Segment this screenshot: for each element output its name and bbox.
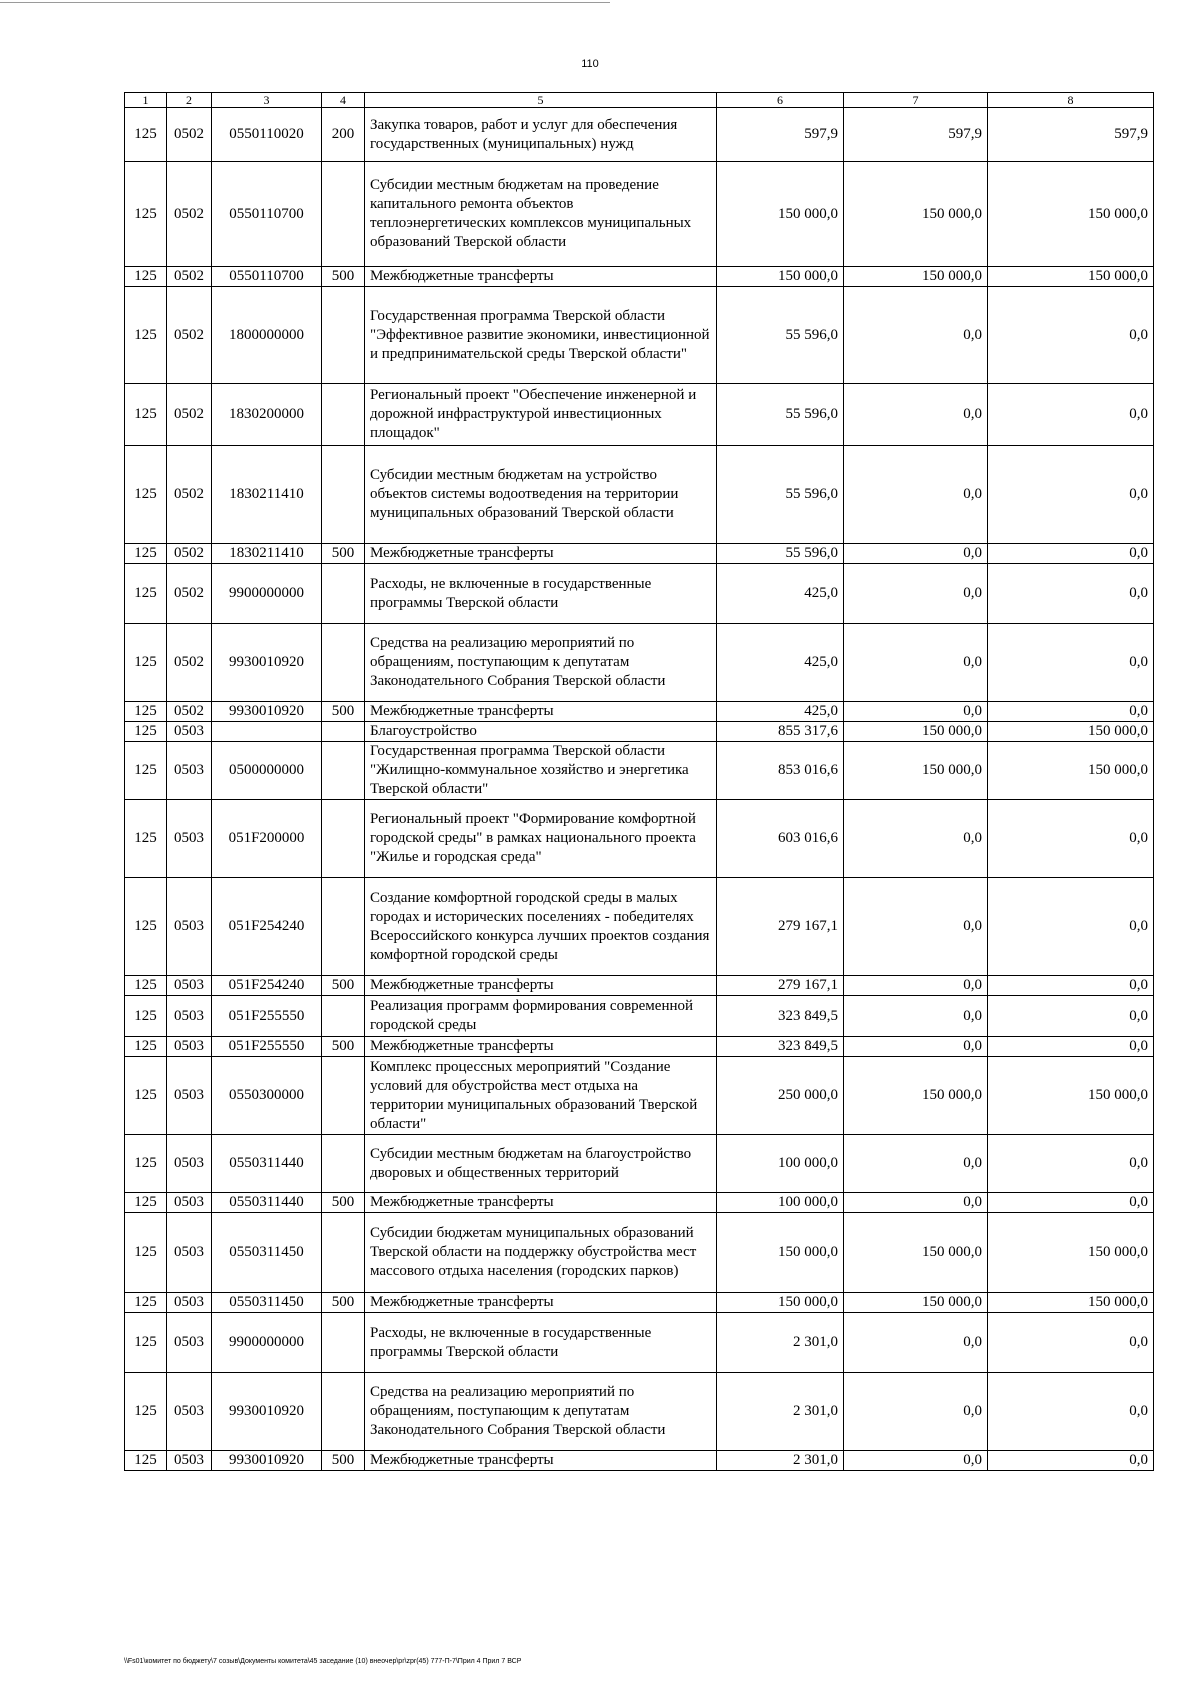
target-code-cell: 1830211410 [212, 446, 322, 544]
table-header-row [125, 93, 1154, 108]
section-code-cell: 0503 [167, 1057, 212, 1135]
amount-col7-cell: 0,0 [844, 1037, 988, 1057]
amount-col6-cell: 2 301,0 [717, 1451, 844, 1471]
grbs-code-cell: 125 [125, 162, 167, 267]
grbs-code-cell: 125 [125, 108, 167, 162]
amount-col6-cell: 323 849,5 [717, 996, 844, 1037]
expense-type-cell [322, 878, 365, 976]
description-cell: Региональный проект "Обеспечение инженерной и дорожной инфраструктурой инвестиционных площадок" [365, 384, 717, 446]
amount-col7-cell: 0,0 [844, 1373, 988, 1451]
header-cell: 1 [125, 93, 167, 108]
expense-type-cell [322, 162, 365, 267]
amount-col6-cell: 279 167,1 [717, 878, 844, 976]
grbs-code-cell: 125 [125, 1373, 167, 1451]
expense-type-cell: 500 [322, 1037, 365, 1057]
grbs-code-cell: 125 [125, 1451, 167, 1471]
amount-col6-cell: 425,0 [717, 702, 844, 722]
amount-col8-cell: 0,0 [988, 624, 1154, 702]
grbs-code-cell: 125 [125, 722, 167, 742]
grbs-code-cell: 125 [125, 1135, 167, 1193]
amount-col7-cell: 0,0 [844, 1451, 988, 1471]
amount-col8-cell: 150 000,0 [988, 1293, 1154, 1313]
amount-col6-cell: 853 016,6 [717, 742, 844, 800]
amount-col8-cell: 150 000,0 [988, 742, 1154, 800]
description-cell: Межбюджетные трансферты [365, 1193, 717, 1213]
grbs-code-cell: 125 [125, 287, 167, 384]
table-row [125, 996, 1154, 1037]
amount-col6-cell: 425,0 [717, 624, 844, 702]
section-code-cell: 0503 [167, 722, 212, 742]
amount-col7-cell: 150 000,0 [844, 162, 988, 267]
amount-col8-cell: 0,0 [988, 996, 1154, 1037]
amount-col7-cell: 0,0 [844, 624, 988, 702]
section-code-cell: 0503 [167, 976, 212, 996]
expense-type-cell: 500 [322, 702, 365, 722]
amount-col6-cell: 150 000,0 [717, 1213, 844, 1293]
amount-col7-cell: 150 000,0 [844, 1293, 988, 1313]
grbs-code-cell: 125 [125, 446, 167, 544]
target-code-cell: 0550110020 [212, 108, 322, 162]
description-cell: Государственная программа Тверской области "Эффективное развитие экономики, инвестиционной и предпринимательской среды Тверской области" [365, 287, 717, 384]
expense-type-cell [322, 446, 365, 544]
description-cell: Реализация программ формирования современной городской среды [365, 996, 717, 1037]
expense-type-cell [322, 564, 365, 624]
amount-col6-cell: 603 016,6 [717, 800, 844, 878]
amount-col7-cell: 597,9 [844, 108, 988, 162]
target-code-cell: 0550110700 [212, 267, 322, 287]
amount-col6-cell: 425,0 [717, 564, 844, 624]
section-code-cell: 0503 [167, 1293, 212, 1313]
expense-type-cell [322, 1373, 365, 1451]
section-code-cell: 0502 [167, 267, 212, 287]
description-cell: Субсидии местным бюджетам на благоустройство дворовых и общественных территорий [365, 1135, 717, 1193]
amount-col6-cell: 2 301,0 [717, 1373, 844, 1451]
description-cell: Комплекс процессных мероприятий "Создание условий для обустройства мест отдыха на территории муниципальных образований Тверской области" [365, 1057, 717, 1135]
amount-col8-cell: 0,0 [988, 544, 1154, 564]
grbs-code-cell: 125 [125, 384, 167, 446]
header-cell: 3 [212, 93, 322, 108]
amount-col6-cell: 55 596,0 [717, 384, 844, 446]
expense-type-cell [322, 624, 365, 702]
amount-col6-cell: 150 000,0 [717, 1293, 844, 1313]
amount-col6-cell: 855 317,6 [717, 722, 844, 742]
amount-col8-cell: 150 000,0 [988, 162, 1154, 267]
section-code-cell: 0503 [167, 1213, 212, 1293]
expense-type-cell: 500 [322, 1193, 365, 1213]
grbs-code-cell: 125 [125, 800, 167, 878]
description-cell: Субсидии бюджетам муниципальных образований Тверской области на поддержку обустройства мест массового отдыха населения (городских парков) [365, 1213, 717, 1293]
table-row [125, 878, 1154, 976]
grbs-code-cell: 125 [125, 564, 167, 624]
description-cell: Расходы, не включенные в государственные программы Тверской области [365, 564, 717, 624]
amount-col8-cell: 150 000,0 [988, 1057, 1154, 1135]
target-code-cell: 051F254240 [212, 976, 322, 996]
amount-col7-cell: 0,0 [844, 996, 988, 1037]
table-row [125, 976, 1154, 996]
grbs-code-cell: 125 [125, 1037, 167, 1057]
description-cell: Межбюджетные трансферты [365, 976, 717, 996]
grbs-code-cell: 125 [125, 1293, 167, 1313]
amount-col7-cell: 0,0 [844, 384, 988, 446]
grbs-code-cell: 125 [125, 702, 167, 722]
target-code-cell: 1800000000 [212, 287, 322, 384]
table-row [125, 1451, 1154, 1471]
table-row [125, 1293, 1154, 1313]
description-cell: Создание комфортной городской среды в малых городах и исторических поселениях - победителях Всероссийского конкурса лучших проектов создания комфортной городской среды [365, 878, 717, 976]
target-code-cell: 0550110700 [212, 162, 322, 267]
expense-type-cell: 500 [322, 267, 365, 287]
target-code-cell: 051F255550 [212, 1037, 322, 1057]
amount-col7-cell: 0,0 [844, 544, 988, 564]
target-code-cell: 0550300000 [212, 1057, 322, 1135]
amount-col8-cell: 0,0 [988, 1451, 1154, 1471]
table-row [125, 1135, 1154, 1193]
table-row [125, 267, 1154, 287]
amount-col6-cell: 100 000,0 [717, 1193, 844, 1213]
table-body [125, 93, 1154, 1471]
description-cell: Межбюджетные трансферты [365, 1293, 717, 1313]
target-code-cell: 1830211410 [212, 544, 322, 564]
table-row [125, 162, 1154, 267]
amount-col8-cell: 0,0 [988, 976, 1154, 996]
amount-col8-cell: 0,0 [988, 446, 1154, 544]
amount-col7-cell: 150 000,0 [844, 722, 988, 742]
amount-col8-cell: 597,9 [988, 108, 1154, 162]
table-row [125, 1193, 1154, 1213]
expense-type-cell [322, 742, 365, 800]
expense-type-cell [322, 1313, 365, 1373]
target-code-cell: 0550311450 [212, 1293, 322, 1313]
grbs-code-cell: 125 [125, 1057, 167, 1135]
amount-col8-cell: 0,0 [988, 1135, 1154, 1193]
table-row [125, 800, 1154, 878]
section-code-cell: 0503 [167, 1135, 212, 1193]
header-cell: 5 [365, 93, 717, 108]
table-row [125, 702, 1154, 722]
section-code-cell: 0503 [167, 800, 212, 878]
description-cell: Межбюджетные трансферты [365, 1037, 717, 1057]
section-code-cell: 0502 [167, 108, 212, 162]
expense-type-cell: 500 [322, 1293, 365, 1313]
table-row [125, 446, 1154, 544]
table-row [125, 1057, 1154, 1135]
amount-col6-cell: 250 000,0 [717, 1057, 844, 1135]
section-code-cell: 0503 [167, 1193, 212, 1213]
expense-type-cell: 500 [322, 1451, 365, 1471]
header-cell: 7 [844, 93, 988, 108]
amount-col6-cell: 323 849,5 [717, 1037, 844, 1057]
amount-col8-cell: 0,0 [988, 1313, 1154, 1373]
expense-type-cell: 200 [322, 108, 365, 162]
header-cell: 6 [717, 93, 844, 108]
grbs-code-cell: 125 [125, 976, 167, 996]
table-row [125, 1213, 1154, 1293]
amount-col7-cell: 0,0 [844, 564, 988, 624]
header-cell: 4 [322, 93, 365, 108]
target-code-cell: 9900000000 [212, 1313, 322, 1373]
table-row [125, 722, 1154, 742]
amount-col8-cell: 0,0 [988, 702, 1154, 722]
expense-type-cell [322, 384, 365, 446]
section-code-cell: 0503 [167, 1313, 212, 1373]
amount-col7-cell: 0,0 [844, 702, 988, 722]
description-cell: Межбюджетные трансферты [365, 544, 717, 564]
table-row [125, 624, 1154, 702]
section-code-cell: 0503 [167, 1373, 212, 1451]
description-cell: Межбюджетные трансферты [365, 267, 717, 287]
section-code-cell: 0502 [167, 544, 212, 564]
amount-col8-cell: 0,0 [988, 878, 1154, 976]
target-code-cell: 9930010920 [212, 1451, 322, 1471]
target-code-cell: 9930010920 [212, 624, 322, 702]
expense-type-cell [322, 1057, 365, 1135]
description-cell: Закупка товаров, работ и услуг для обеспечения государственных (муниципальных) нужд [365, 108, 717, 162]
target-code-cell: 0550311450 [212, 1213, 322, 1293]
target-code-cell: 0500000000 [212, 742, 322, 800]
description-cell: Субсидии местным бюджетам на проведение капитального ремонта объектов теплоэнергетических комплексов муниципальных образований Тверской области [365, 162, 717, 267]
budget-table [124, 92, 1154, 1471]
target-code-cell: 9930010920 [212, 702, 322, 722]
page-number: 110 [581, 58, 599, 70]
amount-col7-cell: 0,0 [844, 1313, 988, 1373]
section-code-cell: 0502 [167, 446, 212, 544]
table-row [125, 544, 1154, 564]
amount-col8-cell: 150 000,0 [988, 722, 1154, 742]
amount-col7-cell: 150 000,0 [844, 1213, 988, 1293]
expense-type-cell [322, 1213, 365, 1293]
expense-type-cell: 500 [322, 976, 365, 996]
target-code-cell [212, 722, 322, 742]
amount-col6-cell: 279 167,1 [717, 976, 844, 996]
amount-col8-cell: 150 000,0 [988, 1213, 1154, 1293]
amount-col8-cell: 0,0 [988, 287, 1154, 384]
section-code-cell: 0502 [167, 287, 212, 384]
grbs-code-cell: 125 [125, 878, 167, 976]
grbs-code-cell: 125 [125, 624, 167, 702]
section-code-cell: 0503 [167, 742, 212, 800]
grbs-code-cell: 125 [125, 996, 167, 1037]
target-code-cell: 9900000000 [212, 564, 322, 624]
description-cell: Межбюджетные трансферты [365, 702, 717, 722]
amount-col6-cell: 55 596,0 [717, 446, 844, 544]
section-code-cell: 0502 [167, 384, 212, 446]
description-cell: Региональный проект "Формирование комфортной городской среды" в рамках национального проекта "Жилье и городская среда" [365, 800, 717, 878]
expense-type-cell [322, 996, 365, 1037]
amount-col8-cell: 0,0 [988, 564, 1154, 624]
scan-top-line [0, 2, 610, 3]
amount-col7-cell: 150 000,0 [844, 267, 988, 287]
grbs-code-cell: 125 [125, 1313, 167, 1373]
amount-col8-cell: 0,0 [988, 1193, 1154, 1213]
section-code-cell: 0503 [167, 1037, 212, 1057]
table-row [125, 1313, 1154, 1373]
amount-col8-cell: 150 000,0 [988, 267, 1154, 287]
section-code-cell: 0503 [167, 996, 212, 1037]
description-cell: Благоустройство [365, 722, 717, 742]
amount-col7-cell: 150 000,0 [844, 1057, 988, 1135]
target-code-cell: 0550311440 [212, 1135, 322, 1193]
section-code-cell: 0503 [167, 1451, 212, 1471]
amount-col7-cell: 0,0 [844, 1193, 988, 1213]
section-code-cell: 0503 [167, 878, 212, 976]
target-code-cell: 0550311440 [212, 1193, 322, 1213]
table-row [125, 742, 1154, 800]
grbs-code-cell: 125 [125, 1213, 167, 1293]
expense-type-cell [322, 722, 365, 742]
description-cell: Средства на реализацию мероприятий по обращениям, поступающим к депутатам Законодательного Собрания Тверской области [365, 624, 717, 702]
amount-col6-cell: 150 000,0 [717, 162, 844, 267]
target-code-cell: 051F255550 [212, 996, 322, 1037]
target-code-cell: 051F200000 [212, 800, 322, 878]
expense-type-cell: 500 [322, 544, 365, 564]
table-row [125, 287, 1154, 384]
description-cell: Государственная программа Тверской области "Жилищно-коммунальное хозяйство и энергетика Тверской области" [365, 742, 717, 800]
amount-col6-cell: 597,9 [717, 108, 844, 162]
amount-col6-cell: 55 596,0 [717, 544, 844, 564]
section-code-cell: 0502 [167, 624, 212, 702]
target-code-cell: 9930010920 [212, 1373, 322, 1451]
description-cell: Субсидии местным бюджетам на устройство объектов системы водоотведения на территории муниципальных образований Тверской области [365, 446, 717, 544]
grbs-code-cell: 125 [125, 544, 167, 564]
expense-type-cell [322, 287, 365, 384]
section-code-cell: 0502 [167, 162, 212, 267]
description-cell: Средства на реализацию мероприятий по обращениям, поступающим к депутатам Законодательного Собрания Тверской области [365, 1373, 717, 1451]
footer-file-path: \\Fs01\комитет по бюджету\7 созыв\Документы комитета\45 заседание (10) внеочер\pr\zpr(45) 777-П-7\Прил 4 Прил 7 ВСР [124, 1658, 522, 1665]
table-row [125, 384, 1154, 446]
amount-col6-cell: 55 596,0 [717, 287, 844, 384]
table-row [125, 564, 1154, 624]
section-code-cell: 0502 [167, 564, 212, 624]
amount-col8-cell: 0,0 [988, 800, 1154, 878]
grbs-code-cell: 125 [125, 1193, 167, 1213]
section-code-cell: 0502 [167, 702, 212, 722]
table-row [125, 1037, 1154, 1057]
amount-col7-cell: 0,0 [844, 976, 988, 996]
amount-col7-cell: 0,0 [844, 446, 988, 544]
description-cell: Межбюджетные трансферты [365, 1451, 717, 1471]
amount-col7-cell: 0,0 [844, 287, 988, 384]
grbs-code-cell: 125 [125, 267, 167, 287]
amount-col7-cell: 0,0 [844, 878, 988, 976]
target-code-cell: 1830200000 [212, 384, 322, 446]
amount-col8-cell: 0,0 [988, 384, 1154, 446]
amount-col6-cell: 100 000,0 [717, 1135, 844, 1193]
header-cell: 8 [988, 93, 1154, 108]
amount-col7-cell: 0,0 [844, 1135, 988, 1193]
table-row [125, 1373, 1154, 1451]
expense-type-cell [322, 800, 365, 878]
amount-col8-cell: 0,0 [988, 1373, 1154, 1451]
amount-col7-cell: 0,0 [844, 800, 988, 878]
amount-col7-cell: 150 000,0 [844, 742, 988, 800]
grbs-code-cell: 125 [125, 742, 167, 800]
expense-type-cell [322, 1135, 365, 1193]
description-cell: Расходы, не включенные в государственные программы Тверской области [365, 1313, 717, 1373]
amount-col8-cell: 0,0 [988, 1037, 1154, 1057]
target-code-cell: 051F254240 [212, 878, 322, 976]
table-row [125, 108, 1154, 162]
header-cell: 2 [167, 93, 212, 108]
amount-col6-cell: 150 000,0 [717, 267, 844, 287]
amount-col6-cell: 2 301,0 [717, 1313, 844, 1373]
